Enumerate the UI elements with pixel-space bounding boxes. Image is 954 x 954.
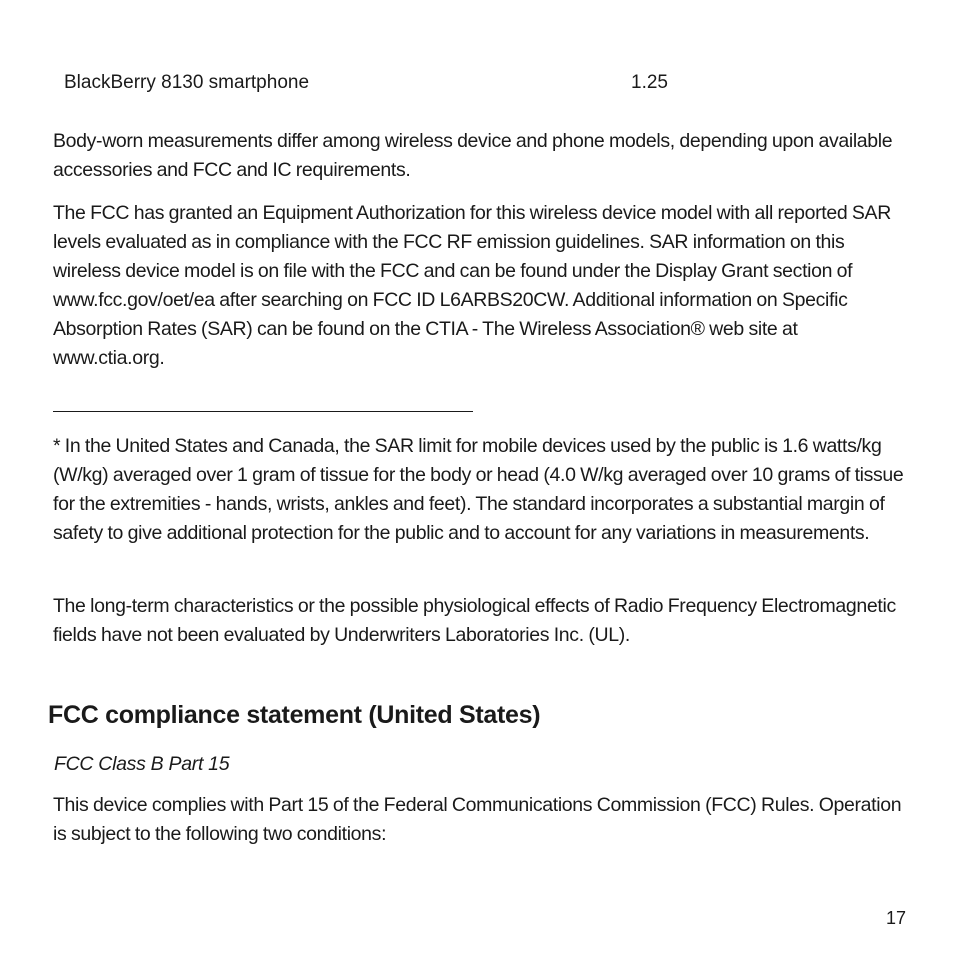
footnote-divider xyxy=(53,411,473,412)
part15-paragraph: This device complies with Part 15 of the Federal Communications Commission (FCC) Rules. Operation is subject to the following two conditions: xyxy=(53,794,902,845)
sar-value: 1.25 xyxy=(631,72,668,93)
section-heading: FCC compliance statement (United States) xyxy=(48,701,541,729)
page-number: 17 xyxy=(885,908,906,928)
section-subheading: FCC Class B Part 15 xyxy=(54,753,230,775)
sar-limit-footnote: * In the United States and Canada, the SAR limit for mobile devices used by the public is 1.6 watts/kg (W/kg) averaged over 1 gram of tissue for the body or head (4.0 W/kg averaged over 10 grams of tissue for the extremities - hands, wrists, ankles and feet). The standard incorporates a substantial margin of safety to give additional protection for the public and to account for any variations in measurements. xyxy=(53,435,904,544)
body-worn-paragraph: Body-worn measurements differ among wireless device and phone models, depending upon available accessories and FCC and IC requirements. xyxy=(53,130,893,181)
equipment-authorization-paragraph: The FCC has granted an Equipment Authorization for this wireless device model with all reported SAR levels evaluated as in compliance with the FCC RF emission guidelines. SAR information on this wireless device model is on file with the FCC and can be found under the Display Grant section of www.fcc.gov/oet/ea after searching on FCC ID L6ARBS20CW. Additional information on Specific Absorption Rates (SAR) can be found on the CTIA - The Wireless Association® web site at www.ctia.org. xyxy=(53,202,891,369)
long-term-effects-paragraph: The long-term characteristics or the possible physiological effects of Radio Frequency Electromagnetic fields have not been evaluated by Underwriters Laboratories Inc. (UL). xyxy=(53,595,896,646)
device-model: BlackBerry 8130 smartphone xyxy=(64,72,310,93)
